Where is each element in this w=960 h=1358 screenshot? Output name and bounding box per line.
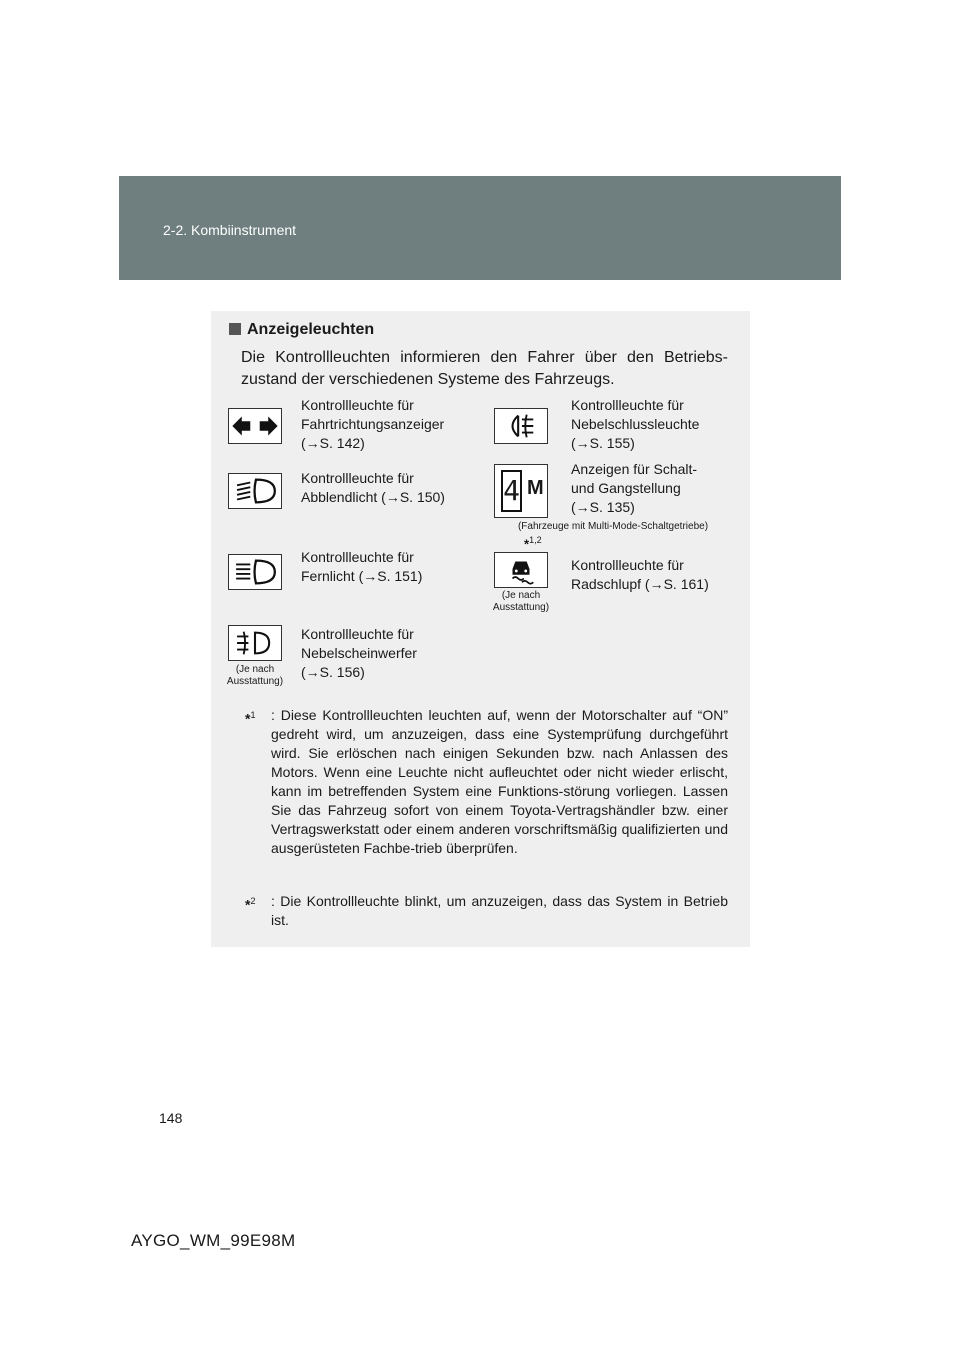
slip-indicator-icon [494, 552, 548, 588]
section-title: 2-2. Kombiinstrument [163, 222, 297, 238]
page-number: 148 [159, 1110, 183, 1126]
section-header [119, 176, 841, 280]
high-beam-desc: Kontrollleuchte für Fernlicht (→S. 151) [301, 549, 423, 584]
slip-equipment-note: (Je nach Ausstattung) [492, 590, 550, 613]
gear-indicator-icon: 4 M [494, 464, 548, 518]
slip-footnote-mark: *$^{1,2}$ [524, 535, 542, 552]
rear-fog-desc: Kontrollleuchte für Nebelschlussleuchte (→S. 155) [571, 397, 700, 451]
gear-indicator-note: (Fahrzeuge mit Multi-Mode-Schaltgetriebe) [517, 521, 709, 532]
high-beam-icon [228, 554, 282, 590]
rear-fog-light-icon [494, 408, 548, 444]
panel-intro: Die Kontrollleuchten informieren den Fahrer über den Betriebs-zustand der verschiedenen Systeme des Fahrzeugs. [241, 349, 728, 388]
turn-signal-desc: Kontrollleuchte für Fahrtrichtungsanzeiger (→S. 142) [301, 397, 445, 451]
turn-signal-icon [228, 408, 282, 444]
front-fog-desc: Kontrollleuchte für Nebelscheinwerfer (→S. 156) [301, 626, 417, 680]
low-beam-desc: Kontrollleuchte für Abblendlicht (→S. 150) [301, 470, 445, 505]
indicator-panel [211, 311, 750, 947]
front-fog-equipment-note: (Je nach Ausstattung) [226, 664, 284, 687]
footnote-2: *$^2$ : Die Kontrollleuchte blinkt, um anzuzeigen, dass das System in Betrieb ist. [245, 893, 728, 928]
slip-desc: Kontrollleuchte für Radschlupf (→S. 161) [571, 557, 709, 592]
front-fog-light-icon [228, 625, 282, 661]
low-beam-icon [228, 473, 282, 509]
panel-title: Anzeigeleuchten [229, 321, 374, 339]
document-code: AYGO_WM_99E98M [131, 1231, 296, 1250]
gear-indicator-desc: Anzeigen für Schalt- und Gangstellung (→S. 135) [571, 461, 698, 515]
footnote-1: *$^1$ : Diese Kontrollleuchten leuchten auf, wenn der Motorschalter auf “ON” gedreht wird, um anzuzeigen, dass eine Systemprüfung durchgeführt wird. Sie erlöschen nach einigen Sekunden bzw. nach Anlassen des Motors. Wenn eine Leuchte nicht aufleuchtet oder nicht wieder erlischt, kann im betreffenden System eine Funktions-störung vorliegen. Lassen Sie das Fahrzeug sofort von einem Toyota-Vertragshändler bzw. einer Vertragswerkstatt oder einem anderen vorschriftsmäßig qualifizierten und ausgerüsteten Fachbe-trieb überprüfen. [245, 707, 728, 856]
square-bullet-icon [229, 323, 241, 335]
